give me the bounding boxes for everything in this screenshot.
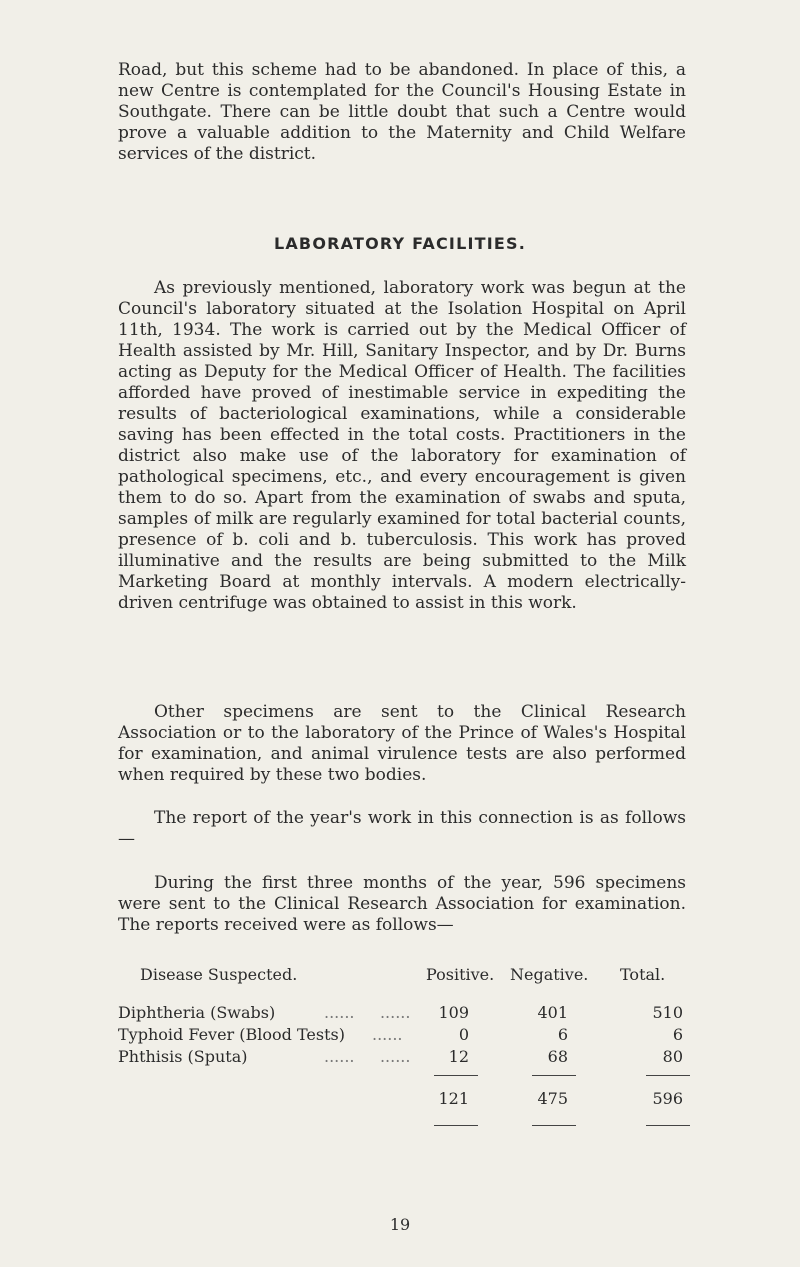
positive-count: 12 <box>448 1047 469 1066</box>
positive-count: 109 <box>438 1003 469 1022</box>
negative-count: 6 <box>557 1025 568 1044</box>
column-header-total: Total. <box>620 965 666 984</box>
paragraph-southgate-centre: Road, but this scheme had to be abandoned. In place of this, a new Centre is contemplated for the Council's Housing Estate in Southgate. There can be little doubt that such a Centre would prove a valuable addition to the Maternity and Child Welfare services of the district. <box>118 60 686 164</box>
column-header-negative: Negative. <box>510 965 589 984</box>
disease-name: Diphtheria (Swabs) <box>118 1003 276 1022</box>
paragraph-report-intro: The report of the year's work in this connection is as follows— <box>118 808 686 849</box>
total-rule <box>532 1125 576 1126</box>
column-header-positive: Positive. <box>426 965 495 984</box>
disease-name: Phthisis (Sputa) <box>118 1047 248 1066</box>
section-heading: LABORATORY FACILITIES. <box>273 234 527 253</box>
paragraph-laboratory-work: As previously mentioned, laboratory work was begun at the Council's laboratory situated at the Isolation Hospital on April 11th, 1934. The work is carried out by the Medical Officer of Health assisted by Mr. Hill, Sanitary Inspector, and by Dr. Burns acting as Deputy for the Medical Officer of Health. The facilities afforded have proved of inestimable service in expediting the results of bacteriological examinations, while a considerable saving has been effected in the total costs. Practitioners in the district also make use of the laboratory for examination of pathological specimens, etc., and every encouragement is given them to do so. Apart from the examination of swabs and sputa, samples of milk are regularly examined for total bacterial counts, presence of b. coli and b. tuberculosis. This work has proved illuminative and the results are being submitted to the Milk Marketing Board at monthly intervals. A modern electrically-driven centrifuge was obtained to assist in this work. <box>118 278 686 613</box>
leader-dots: ...... ...... <box>324 1003 411 1022</box>
paragraph-other-specimens: Other specimens are sent to the Clinical Research Association or to the laboratory of the Prince of Wales's Hospital for examination, and animal virulence tests are also performed when required by these two bodies. <box>118 702 686 785</box>
negative-count: 401 <box>537 1003 568 1022</box>
sum-rule <box>434 1075 478 1076</box>
negative-count: 68 <box>547 1047 568 1066</box>
grand-total: 596 <box>652 1089 683 1108</box>
positive-count: 0 <box>458 1025 469 1044</box>
sum-rule <box>646 1075 690 1076</box>
total-count: 6 <box>672 1025 683 1044</box>
column-header-disease: Disease Suspected. <box>140 965 298 984</box>
leader-dots: ...... <box>372 1025 403 1044</box>
total-rule <box>646 1125 690 1126</box>
positive-total: 121 <box>438 1089 469 1108</box>
sum-rule <box>532 1075 576 1076</box>
total-rule <box>434 1125 478 1126</box>
disease-name: Typhoid Fever (Blood Tests) <box>118 1025 345 1044</box>
total-count: 510 <box>652 1003 683 1022</box>
leader-dots: ...... ...... <box>324 1047 411 1066</box>
total-count: 80 <box>662 1047 683 1066</box>
paragraph-first-three-months: During the first three months of the year, 596 specimens were sent to the Clinical Research Association for examination. The reports received were as follows— <box>118 873 686 935</box>
page-number: 19 <box>389 1215 411 1234</box>
negative-total: 475 <box>537 1089 568 1108</box>
